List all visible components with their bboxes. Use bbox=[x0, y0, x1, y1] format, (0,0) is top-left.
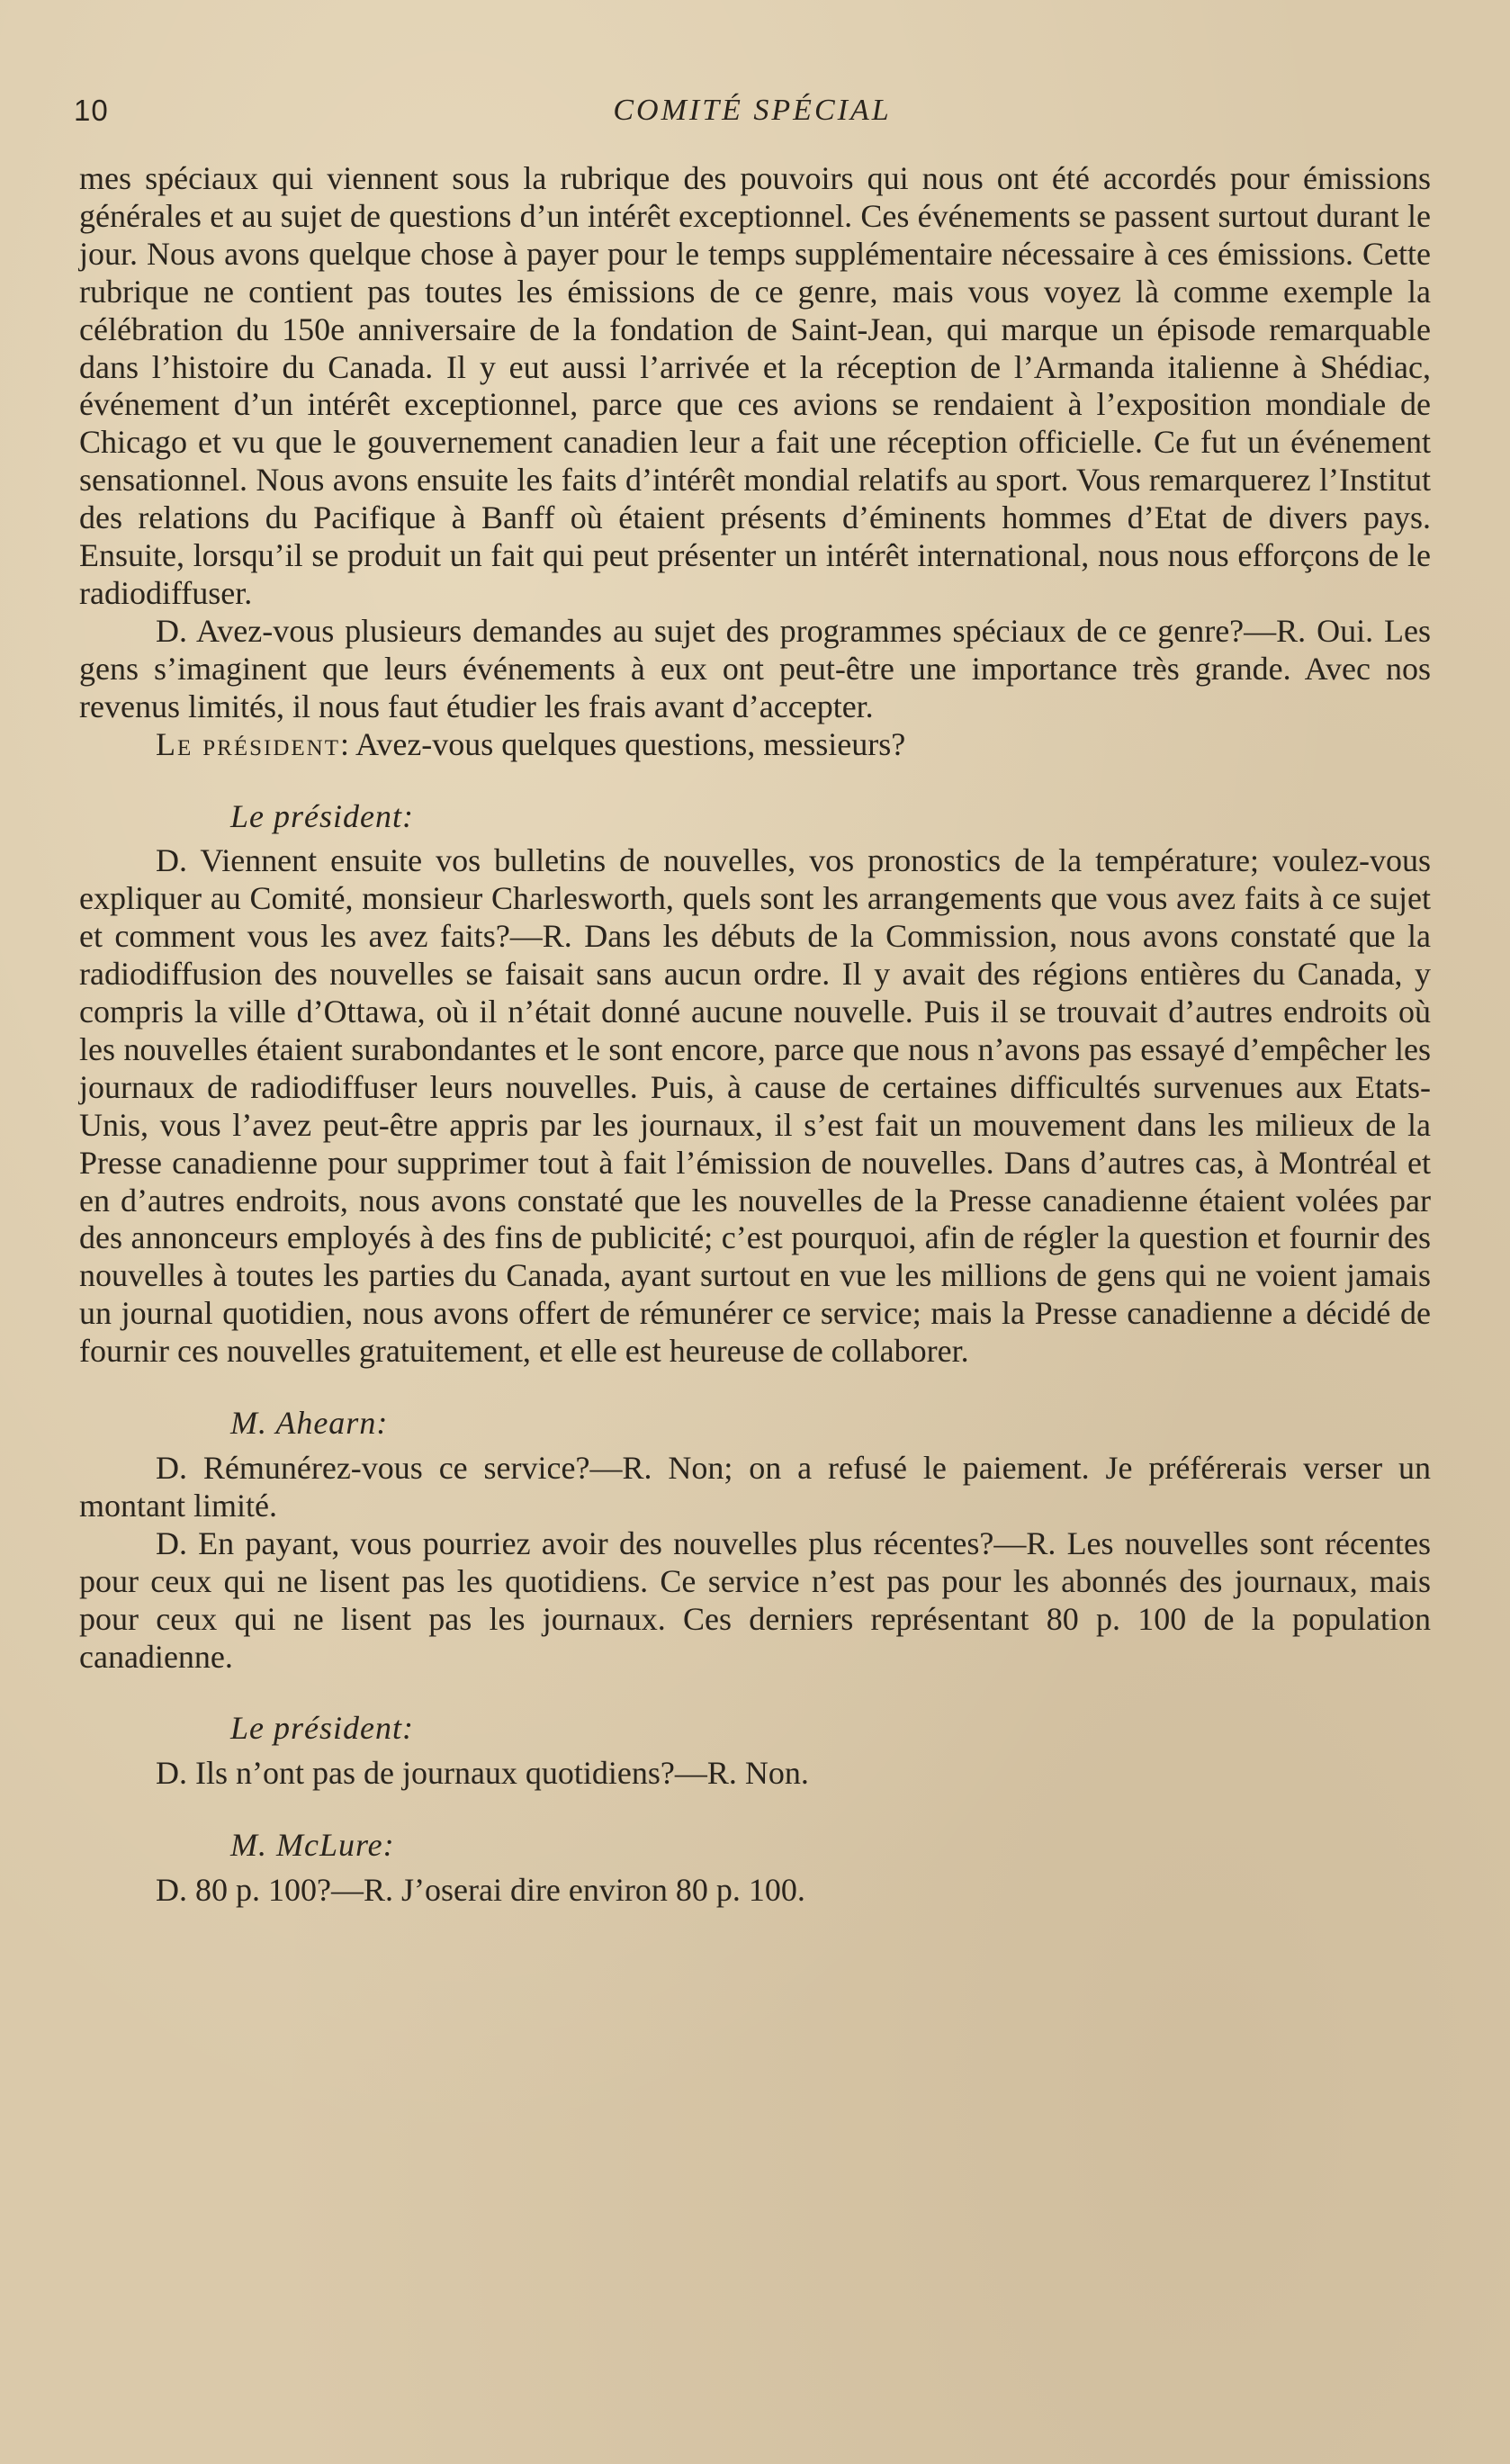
speaker-name: Le président bbox=[156, 725, 340, 762]
speaker-heading: M. Ahearn: bbox=[230, 1405, 389, 1442]
speaker-heading: M. McLure: bbox=[230, 1827, 395, 1864]
paragraph: D. Avez-vous plusieurs demandes au sujet des programmes spéciaux de ce genre?—R. Oui. Les gens s’imaginent que leurs événements à eux ont peut-être une importance très grande. Avec nos revenus limités, il nous faut étudier les frais avant d’accepter. bbox=[79, 612, 1431, 724]
paragraph bbox=[79, 726, 1431, 764]
paragraph: D. Ils n’ont pas de journaux quotidiens?—R. Non. bbox=[156, 1755, 809, 1792]
paragraph: mes spéciaux qui viennent sous la rubrique des pouvoirs qui nous ont été accordés pour émissions générales et au sujet de questions d’un intérêt exceptionnel. Ces événements se passent surtout durant le jour. Nous avons quelque chose à payer pour le temps supplémentaire nécessaire à ces émissions. Cette rubrique ne contient pas toutes les émissions de ce genre, mais vous voyez là comme exemple la célébration du 150e anniversaire de la fondation de Saint-Jean, qui marque un épisode remarquable dans l’histoire du Canada. Il y eut aussi l’arrivée et la réception de l’Armanda italienne à Shédiac, événement d’un intérêt exceptionnel, parce que ces avions se rendaient à l’exposition mondiale de Chicago et vu que le gouvernement canadien leur a fait une réception officielle. Ce fut un événement sensationnel. Nous avons ensuite les faits d’intérêt mondial relatifs au sport. Vous remarquerez l’Institut des relations du Pacifique à Banff où étaient présents d’éminents hommes d’Etat de divers pays. Ensuite, lorsqu’il se produit un fait qui peut présenter un intérêt international, nous nous efforçons de le radiodiffuser. bbox=[79, 160, 1431, 611]
paragraph-text: : Avez-vous quelques questions, messieurs? bbox=[340, 725, 906, 762]
page-body bbox=[79, 160, 1431, 1910]
page-header bbox=[74, 94, 1431, 139]
speaker-heading: Le président: bbox=[230, 797, 414, 834]
page-number: 10 bbox=[74, 94, 109, 127]
paragraph: D. En payant, vous pourriez avoir des nouvelles plus récentes?—R. Les nouvelles sont récentes pour ceux qui ne lisent pas les quotidiens. Ce service n’est pas pour les abonnés des journaux, mais pour ceux qui ne lisent pas les journaux. Ces derniers représentant 80 p. 100 de la population canadienne. bbox=[79, 1524, 1431, 1675]
paragraph: D. 80 p. 100?—R. J’oserai dire environ 80 p. 100. bbox=[156, 1872, 805, 1909]
running-head: COMITÉ SPÉCIAL bbox=[613, 94, 892, 127]
paragraph: D. Viennent ensuite vos bulletins de nouvelles, vos pronostics de la température; voulez-vous expliquer au Comité, monsieur Charlesworth, quels sont les arrangements que vous avez faits à ce sujet et comment vous les avez faits?—R. Dans les débuts de la Commission, nous avons constaté que la radiodiffusion des nouvelles se faisait sans aucun ordre. Il y avait des régions entières du Canada, y compris la ville d’Ottawa, où il n’était donné aucune nouvelle. Puis il se trouvait d’autres endroits où les nouvelles étaient surabondantes et le sont encore, parce que nous n’avons pas essayé d’empêcher les journaux de radiodiffuser leurs nouvelles. Puis, à cause de certaines difficultés survenues aux Etats-Unis, vous l’avez peut-être appris par les journaux, il s’est fait un mouvement dans les milieux de la Presse canadienne pour supprimer tout à fait l’émission de nouvelles. Dans d’autres cas, à Montréal et en d’autres endroits, nous avons constaté que les nouvelles de la Presse canadienne étaient volées par des annonceurs employés à des fins de publicité; c’est pourquoi, afin de régler la question et fournir des nouvelles à toutes les parties du Canada, ayant surtout en vue les millions de gens qui ne voient jamais un journal quotidien, nous avons offert de rémunérer ce service; mais la Presse canadienne a décidé de fournir ces nouvelles gratuitement, et elle est heureuse de collaborer. bbox=[79, 842, 1431, 1370]
paragraph: D. Rémunérez-vous ce service?—R. Non; on a refusé le paiement. Je préférerais verser un montant limité. bbox=[79, 1450, 1431, 1524]
speaker-heading: Le président: bbox=[230, 1710, 414, 1747]
